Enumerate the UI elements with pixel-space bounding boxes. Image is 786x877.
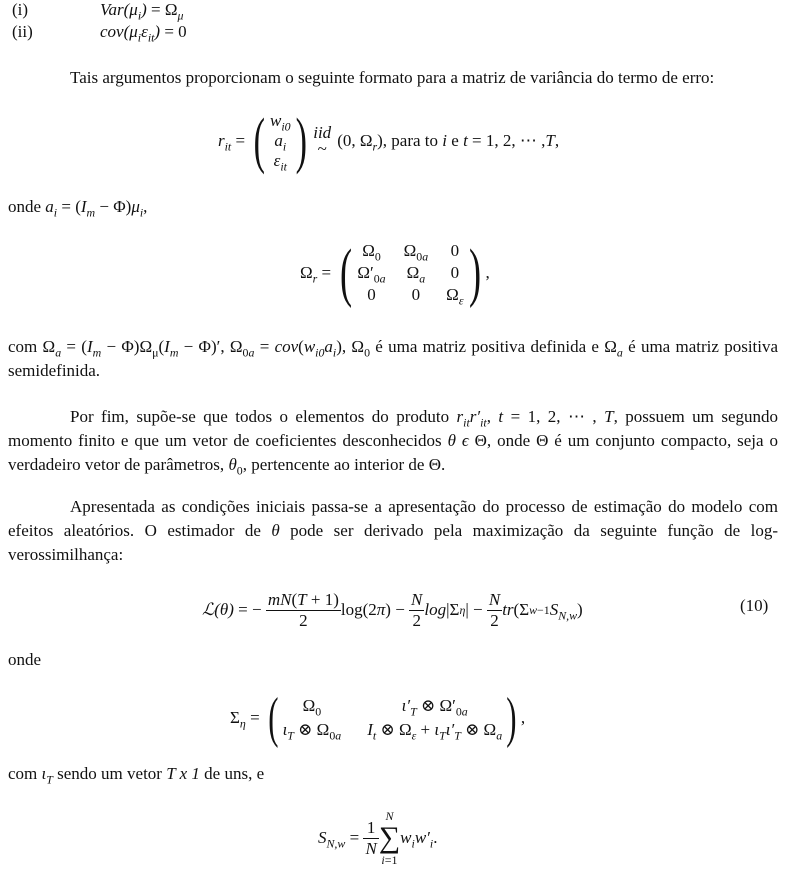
- item-ii-label: (ii): [12, 22, 33, 41]
- equation-s-nw: $S_{N,w}$ = $\frac{1}{N}$ N ∑ i=1 $w_iw'_i$ .: [318, 809, 438, 867]
- item-ii: [12, 22, 33, 42]
- item-ii-formula: $cov(\mu_i\varepsilon_{it}) = 0$: [100, 22, 187, 45]
- iota-definition: com $\iota_T$ sendo um vetor T x 1 de uns, e: [8, 764, 265, 787]
- equation-number: (10): [740, 596, 769, 615]
- equation-omega-r: $\Omega_r$ = ( $\Omega_0$ $\Omega_{0a}$ 0 $\Omega'_{0a}$ $\Omega_a$ 0 0 0 $\Omega_\varepsilon$ ) ,: [300, 236, 490, 309]
- onde-a-i: onde $a_i = (I_m - \Phi)\mu_i$,: [8, 197, 148, 220]
- paragraph-omega-definitions: com $\Omega_a = (I_m - \Phi)\Omega_\mu(I_m - \Phi)'$, $\Omega_{0a} = cov(w_{i0}a_i)$, $\Omega_0$ é uma matriz positiva definida e $\Omega_a$ é uma matriz positiva semidefinida.: [8, 337, 779, 380]
- equation-log-likelihood: ℒ(θ) = − $\frac{mN(T + 1)}{2}$ log(2 π ) − $\frac{N}{2}$ log |Σ η | − $\frac{N}{2}$ tr (Σ w −1 $S_{N,w}$ ): [202, 589, 583, 630]
- equation-sigma-eta: $\Sigma_\eta$ = ( $\Omega_0$ $\iota'_T$ ⊗ $\Omega'_{0a}$ $\iota_T$ ⊗ $\Omega_{0a}$ $I_t$ ⊗ $\Omega_\varepsilon + \iota_T\iota'_T$ ⊗ $\Omega_a$ ) ,: [230, 687, 526, 749]
- item-i-formula: $Var(\mu_i) = \Omega_\mu$: [100, 0, 184, 23]
- item-i-label: (i): [12, 0, 29, 19]
- paragraph-variance-intro: Tais argumentos proporcionam o seguinte formato para a matriz de variância do termo de erro:: [70, 68, 715, 87]
- paragraph-por-fim: Por fim, supõe-se que todos o elementos do produto $r_{it}r'_{it}$, t = 1, 2, ⋯ , T, possuem um segundo momento finito e que um vetor de coeficientes desconhecidos θ ϵ Θ, onde Θ é um conjunto compacto, seja o verdadeiro vetor de parâmetros, $\theta_0$, pertencente ao interior de Θ.: [8, 407, 778, 478]
- equation-r-it: $r_{it}$ = ( $w_{i0}$ $a_i$ $\varepsilon_{it}$ ) iid ~ (0, $\Omega_r$) , para to i e t = 1, 2, ⋯ , T ,: [218, 106, 560, 175]
- paragraph-apresentada: Apresentada as condições iniciais passa-se a apresentação do processo de estimação do modelo com efeitos aleatórios. O estimador de θ pode ser derivado pela maximização da seguinte função de log-verossimilhança:: [8, 497, 779, 564]
- item-i: [12, 0, 28, 20]
- onde-label: onde: [8, 650, 42, 669]
